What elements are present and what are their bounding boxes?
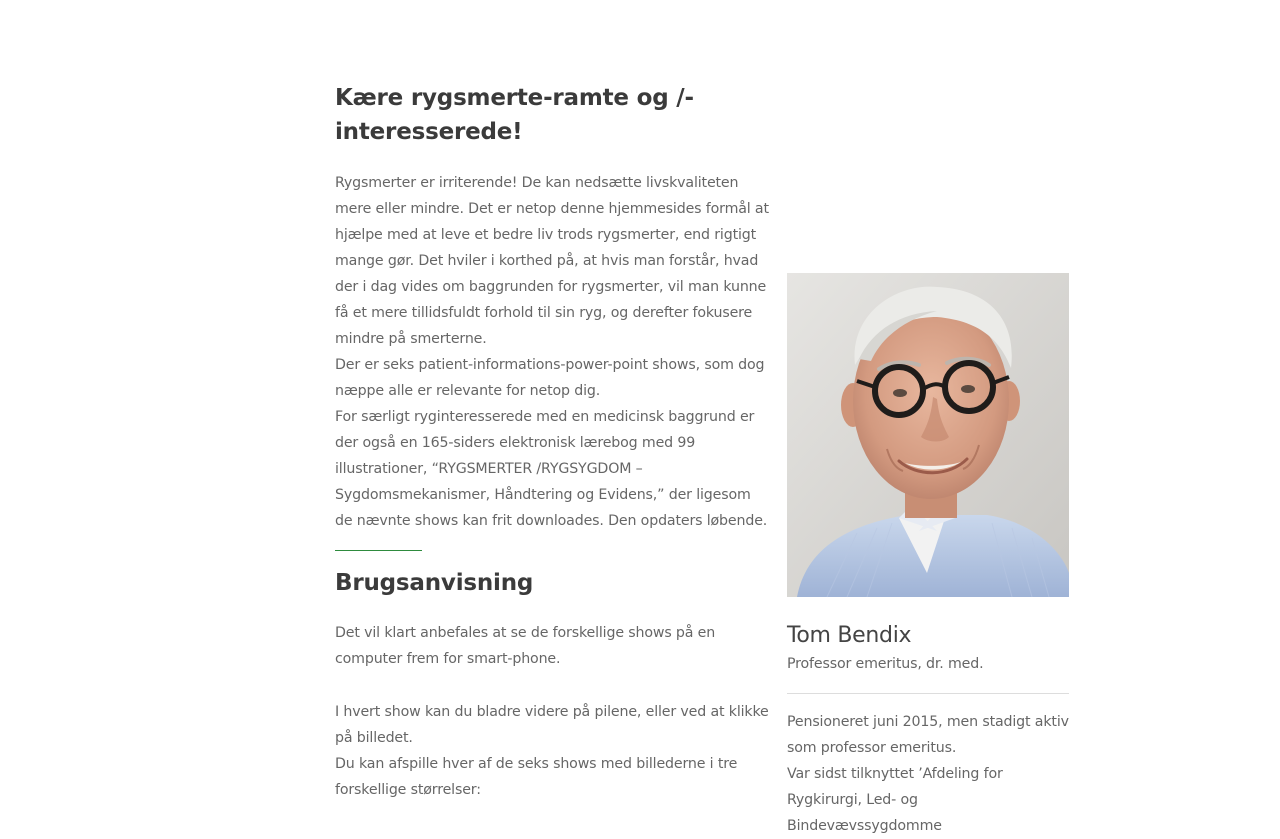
- intro-paragraph-3: For særligt ryginteresserede med en medicinsk baggrund er der også en 165-siders elektronisk lærebog med 99 illustrationer, “RYGSMERTER /RYGSYGDOM – Sygdomsmekanismer, Håndtering og Evidens,” der ligesom de nævnte shows kan frit downloades. Den opdaters løbende.: [335, 409, 768, 529]
- profile-title: Professor emeritus, dr. med.: [787, 656, 984, 672]
- profile-sidebar: [787, 273, 1069, 839]
- profile-bio-2: Var sidst tilknyttet ’Afdeling for Rygkirurgi, Led- og Bindevævssygdomme: [787, 766, 1003, 834]
- main-content: [335, 78, 771, 803]
- profile-portrait: [787, 273, 1069, 597]
- intro-paragraph-2: Der er seks patient-informations-power-point shows, som dog næppe alle er relevante for netop dig.: [335, 357, 765, 399]
- usage-paragraph-1: Det vil klart anbefales at se de forskellige shows på en computer frem for smart-phone.: [335, 625, 716, 667]
- section-divider: [335, 550, 422, 551]
- profile-bio-1: Pensioneret juni 2015, men stadigt aktiv som professor emeritus.: [787, 714, 1069, 756]
- intro-paragraph-1: Rygsmerter er irriterende! De kan nedsætte livskvaliteten mere eller mindre. Det er netop denne hjemmesides formål at hjælpe med at leve et bedre liv trods rygsmerter, end rigtigt mange gør. Det hviler i korthed på, at hvis man forstår, hvad der i dag vides om baggrunden for rygsmerter, vil man kunne få et mere tillidsfuldt forhold til sin ryg, og derefter fokusere mindre på smerterne.: [335, 175, 769, 347]
- intro-heading: Kære rygsmerte-ramte og /-interesserede!: [335, 85, 694, 145]
- profile-divider: [787, 693, 1069, 694]
- usage-paragraph-2: I hvert show kan du bladre videre på pilene, eller ved at klikke på billedet.: [335, 704, 769, 746]
- profile-name: Tom Bendix: [787, 623, 912, 648]
- usage-paragraph-3: Du kan afspille hver af de seks shows med billederne i tre forskellige størrelser:: [335, 756, 738, 798]
- usage-heading: Brugsanvisning: [335, 570, 534, 596]
